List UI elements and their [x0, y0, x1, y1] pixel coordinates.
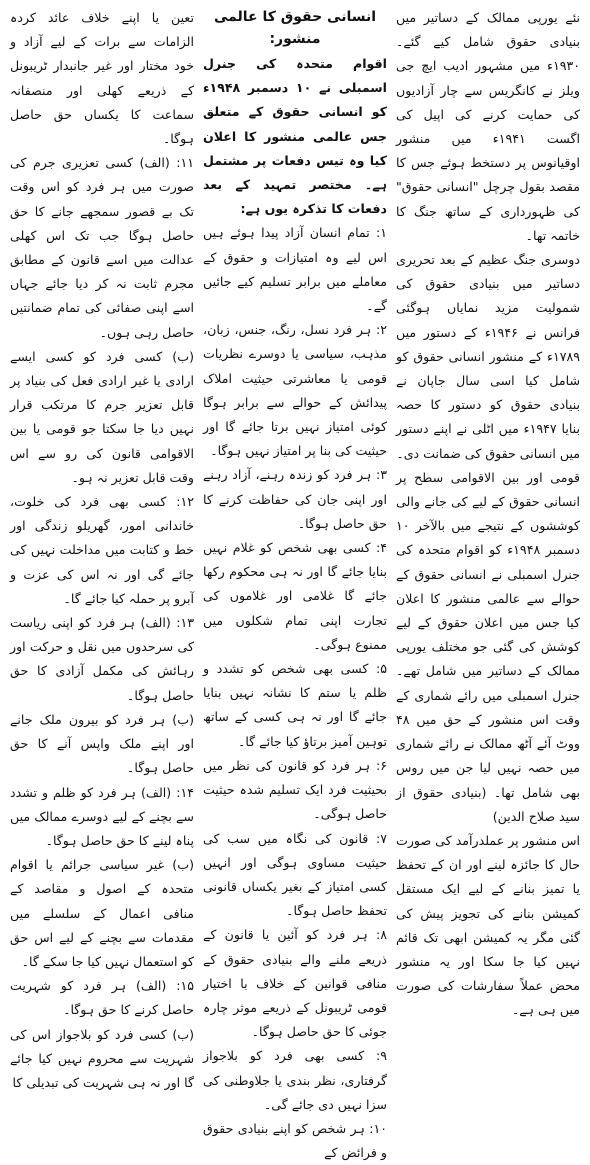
article-item: ۵: کسی بھی شخص کو تشدد و ظلم یا ستم کا نشانہ نہیں بنایا جائے گا اور نہ ہی کسی کے ساتھ توہین آمیز برتاؤ کیا جائے گا۔: [203, 661, 387, 749]
article-item: ۷: قانون کی نگاہ میں سب کی حیثیت مساوی ہوگی اور انہیں کسی امتیاز کے بغیر یکساں قانونی تحفظ حاصل ہوگا۔: [203, 830, 387, 919]
article-item: ۹: کسی بھی فرد کو بلاجواز گرفتاری، نظر بندی یا جلاوطنی کی سزا نہیں دی جائے گی۔: [203, 1048, 387, 1112]
article-item: ۸: ہر فرد کو آئین یا قانون کے ذریعے ملنے والے بنیادی حقوق کے منافی قوانین کے خلاف با اختیار قومی ٹریبونل کے ذریعے موثر چارہ جوئی کا حق حاصل ہوگا۔: [203, 927, 387, 1040]
article-item: ۱۳: (الف) ہر فرد کو اپنی ریاست کی سرحدوں میں نقل و حرکت اور رہائش کی مکمل آزادی کا حق حاصل ہوگا۔: [10, 615, 194, 703]
paragraph: دوسری جنگ عظیم کے بعد تحریری دساتیر میں بنیادی حقوق کی شمولیت مزید نمایاں ہوگئی فرانس نے ۱۹۴۶ء کے دستور میں ۱۷۸۹ء کے منشور انسانی حقوق کو شامل کیا اسی سال جاپان نے بنیادی حقوق کو دستور کا حصہ بنایا ۱۹۴۷ء میں اٹلی نے اپنے دستور میں انسانی حقوق کی ضمانت دی۔: [396, 252, 580, 461]
paragraph: قومی اور بین الاقوامی سطح پر انسانی حقوق کے لیے کی جانے والی کوششوں کے نتیجے میں بالآخر ۱۰ دسمبر ۱۹۴۸ء کو اقوام متحدہ کی جنرل اسمبلی نے انسانی حقوق کے حوالے سے عالمی منشور کا اعلان کیا جس میں اعلان حقوق کے لیے کوشش کی گئی جو مختلف یورپی ممالک کے دساتیر میں شامل تھے۔ جنرل اسمبلی میں رائے شماری کے وقت اس منشور کے حق میں ۴۸ ووٹ آئے آٹھ ممالک نے رائے شماری میں حصہ نہیں لیا جن میں روس بھی شامل تھا۔ (بنیادی حقوق از سید صلاح الدین): [396, 469, 580, 824]
article-item: ۱۵: (الف) ہر فرد کو شہریت حاصل کرنے کا حق ہوگا۔: [10, 978, 194, 1018]
article-item: (ب) کسی فرد کو کسی ایسے ارادی یا غیر ارادی فعل کی بنیاد پر قابل تعزیر جرم کا مرتکب قرار نہیں دیا جا سکتا جو قومی یا بین الاقوامی قانون کی رو سے اس وقت قابل تعزیر نہ ہو۔: [10, 348, 194, 485]
column-right: [392, 6, 584, 1018]
paragraph: نئے یورپی ممالک کے دساتیر میں بنیادی حقوق شامل کیے گئے۔ ۱۹۳۰ء میں مشہور ادیب ایچ جی ویلز نے کانگریس سے چار آزادیوں کی حمایت کرنے کی اپیل کی اگست ۱۹۴۱ء میں منشور اوقیانوس پر دستخط ہوئے جس کا مقصد بقول چرچل "انسانی حقوق" کی ظہورداری کے ساتھ جنگ کا خاتمہ تھا۔: [396, 10, 580, 243]
article-item: (ب) ہر فرد کو بیرون ملک جانے اور اپنے ملک واپس آنے کا حق حاصل ہوگا۔: [10, 711, 194, 776]
section-heading: انسانی حقوق کا عالمی منشور:: [213, 9, 377, 47]
article-item: ۱۱: (الف) کسی تعزیری جرم کی صورت میں ہر فرد کو اس وقت تک بے قصور سمجھے جانے کا حق حاصل ہوگا جب تک اس کھلی عدالت میں اسے قانون کے مطابق مجرم ثابت نہ کر دیا جائے جہاں اسے اپنی صفائی کی تمام ضمانتیں حاصل رہی ہوں۔: [10, 155, 194, 340]
paragraph: اس منشور پر عملدرآمد کی صورت حال کا جائزہ لینے اور ان کے تحفظ یا تمیز بنانے کے لیے ایک مستقل کمیشن بنانے کی تجویز پیش کی گئی مگر یہ کمیشن ابھی تک قائم نہیں کیا جا سکا اور یہ منشور محض عملاً سفارشات کی صورت میں ہی ہے۔: [396, 832, 580, 1018]
article-item: (ب) غیر سیاسی جرائم یا اقوام متحدہ کے اصول و مقاصد کے منافی اعمال کے سلسلے میں مقدمات سے بچنے کے لیے اس حق کو استعمال نہیں کیا جا سکے گا۔: [10, 857, 194, 969]
article-item: ۱: تمام انسان آزاد پیدا ہوئے ہیں اس لیے وہ امتیازات و حقوق کے معاملے میں برابر تسلیم کیے جائیں گے۔: [203, 225, 387, 314]
article-item: ۱۴: (الف) ہر فرد کو ظلم و تشدد سے بچنے کے لیے دوسرے ممالک میں پناہ لینے کا حق حاصل ہوگا۔: [10, 784, 194, 848]
paragraph: تعین یا اپنے خلاف عائد کردہ الزامات سے برات کے لیے آزاد و خود مختار اور غیر جانبدار ٹریبونل کے ذریعے کھلی اور منصفانہ سماعت کا یکساں حق حاصل ہوگا۔: [10, 10, 194, 147]
article-item: ۱۲: کسی بھی فرد کی خلوت، خاندانی امور، گھریلو زندگی اور خط و کتابت میں مداخلت نہیں کی جائے گی اور نہ اس کی عزت و آبرو پر حملہ کیا جائے گا۔: [10, 494, 194, 606]
article-item: ۳: ہر فرد کو زندہ رہنے، آزاد رہنے اور اپنی جان کی حفاظت کرنے کا حق حاصل ہوگا۔: [203, 467, 387, 531]
column-left: [6, 6, 198, 1090]
article-item: ۲: ہر فرد نسل، رنگ، جنس، زبان، مذہب، سیاسی یا دوسرے نظریات قومی یا معاشرتی حیثیت املاک پیدائش کے حوالے سے برابر ہوگا کوئی امتیاز نہیں برتا جائے گا اور حیثیت کی بنا پر امتیاز نہیں ہوگا۔: [203, 322, 387, 459]
column-middle: [199, 6, 391, 1161]
article-item: ۱۰: ہر شخص کو اپنے بنیادی حقوق و فرائض کے: [203, 1120, 387, 1161]
paragraph-intro: اقوام متحدہ کی جنرل اسمبلی نے ۱۰ دسمبر ۱۹۴۸ء کو انسانی حقوق کے متعلق جس عالمی منشور کا اعلان کیا وہ تیس دفعات پر مشتمل ہے۔ مختصر تمہید کے بعد دفعات کا تذکرہ یوں ہے:: [203, 56, 387, 217]
article-item: (ب) کسی فرد کو بلاجواز اس کی شہریت سے محروم نہیں کیا جائے گا اور نہ ہی شہریت کی تبدیلی کا: [10, 1026, 194, 1090]
article-item: ۴: کسی بھی شخص کو غلام نہیں بنایا جائے گا اور نہ ہی محکوم رکھا جائے گا غلامی اور غلاموں کی تجارت اپنی تمام شکلوں میں ممنوع ہوگی۔: [203, 540, 387, 652]
article-item: ۶: ہر فرد کو قانون کی نظر میں بحیثیت فرد ایک تسلیم شدہ حیثیت حاصل ہوگی۔: [203, 757, 387, 822]
